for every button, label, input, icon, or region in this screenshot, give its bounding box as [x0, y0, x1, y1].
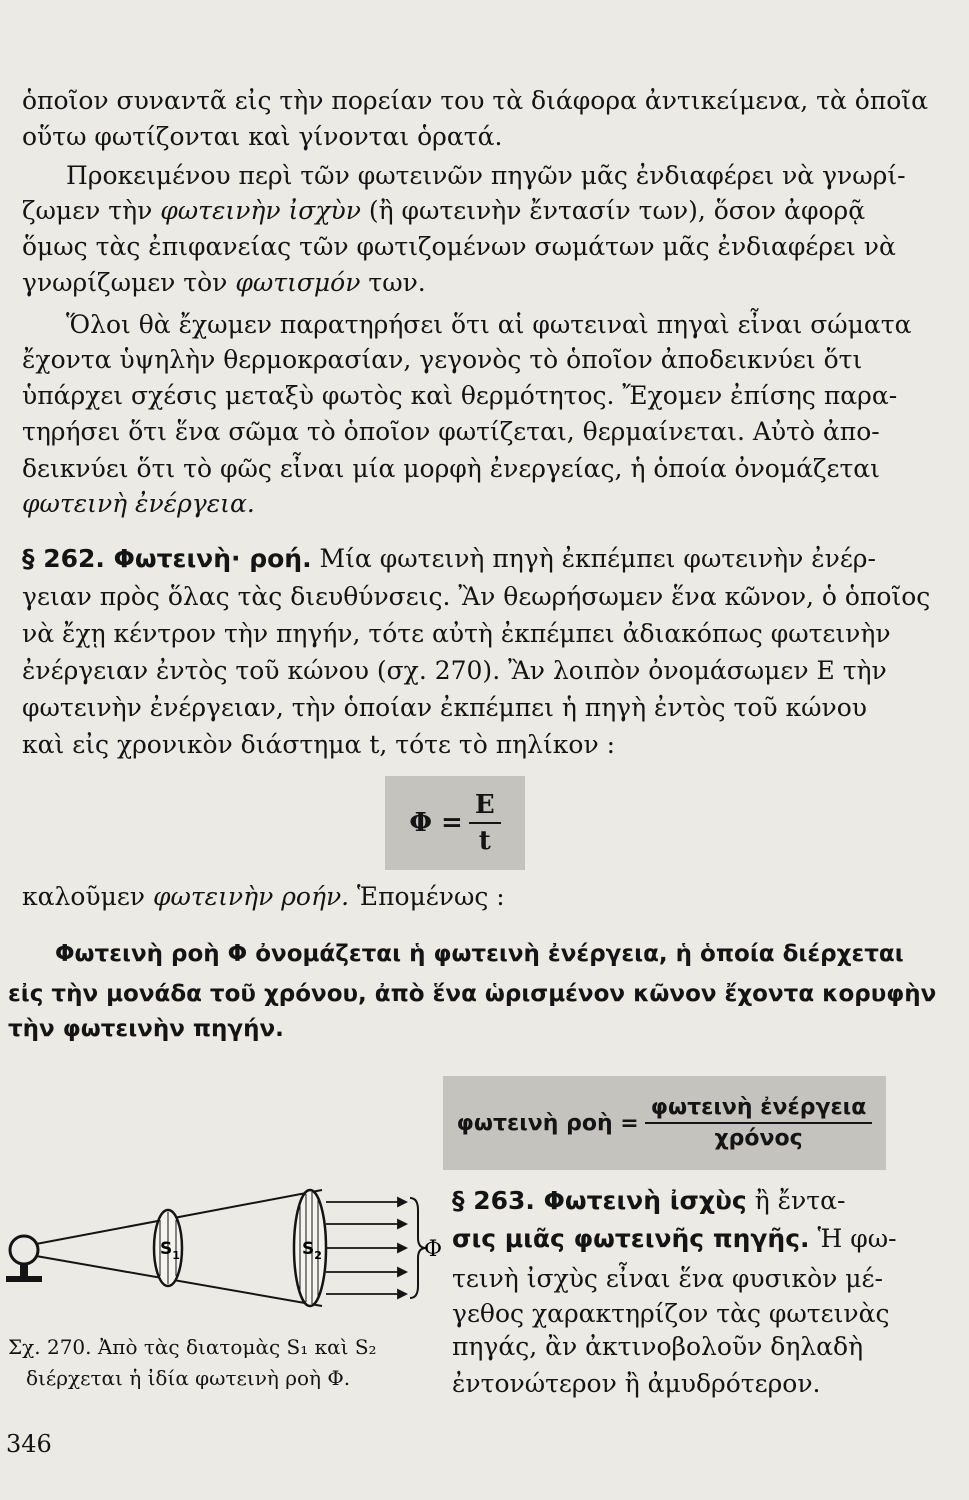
- figure-caption: Σχ. 270. Ἀπὸ τὰς διατομὰς S₁ καὶ S₂: [8, 1335, 377, 1359]
- figure-270: [0, 1180, 445, 1320]
- text-line: πηγάς, ἂν ἀκτινοβολοῦν δηλαδὴ: [452, 1332, 864, 1361]
- formula-denominator: t: [478, 826, 491, 856]
- page-number: 346: [6, 1430, 52, 1458]
- section-heading: § 263. Φωτεινὴ ἰσχὺς: [452, 1186, 747, 1215]
- text-span: Ἑπομένως :: [357, 882, 505, 911]
- text-span: των.: [368, 268, 426, 297]
- text-line: Ὅλοι θὰ ἔχωμεν παρατηρήσει ὅτι αἱ φωτειναὶ πηγαὶ εἶναι σώματα: [66, 310, 912, 339]
- definition-line: εἰς τὴν μονάδα τοῦ χρόνου, ἀπὸ ἕνα ὡρισμένον κῶνον ἔχοντα κορυφὴν: [8, 981, 937, 1007]
- text-line: φωτεινὴν ἐνέργειαν, τὴν ὁποίαν ἐκπέμπει ἡ πηγὴ ἐντὸς τοῦ κώνου: [22, 693, 867, 722]
- text-line: φωτεινὴ ἐνέργεια.: [22, 489, 255, 518]
- formula-numerator: E: [469, 790, 501, 824]
- formula-numerator: φωτεινὴ ἐνέργεια: [645, 1095, 873, 1124]
- term-italic: φωτεινὴν ροήν.: [152, 882, 350, 911]
- formula-fraction: [469, 790, 501, 856]
- text-span: ζωμεν τὴν: [22, 196, 153, 225]
- section-heading: § 262. Φωτεινὴ· ροή.: [22, 544, 312, 573]
- text-line: τεινὴ ἰσχὺς εἶναι ἕνα φυσικὸν μέ-: [452, 1264, 883, 1293]
- text-line: [22, 884, 505, 909]
- text-span: Ἡ φω-: [817, 1224, 897, 1253]
- text-span: καλοῦμεν: [22, 882, 145, 911]
- formula-lhs: Φ =: [409, 808, 463, 838]
- text-line: δεικνύει ὅτι τὸ φῶς εἶναι μία μορφὴ ἐνεργείας, ἡ ὁποία ὀνομάζεται: [22, 454, 880, 483]
- text-span: γνωρίζωμεν τὸν: [22, 268, 228, 297]
- text-line: ὑπάρχει σχέσις μεταξὺ φωτὸς καὶ θερμότητος. Ἔχομεν ἐπίσης παρα-: [22, 381, 898, 410]
- text-line: καὶ εἰς χρονικὸν διάστημα t, τότε τὸ πηλίκον :: [22, 730, 616, 759]
- text-span: ἢ ἔντα-: [754, 1186, 846, 1215]
- formula-denominator: χρόνος: [714, 1126, 803, 1151]
- text-line: Προκειμένου περὶ τῶν φωτεινῶν πηγῶν μᾶς ἐνδιαφέρει νὰ γνωρί-: [66, 161, 906, 190]
- text-line: ὅμως τὰς ἐπιφανείας τῶν φωτιζομένων σωμάτων μᾶς ἐνδιαφέρει νὰ: [22, 232, 896, 261]
- text-line: ὁποῖον συναντᾶ εἰς τὴν πορείαν του τὰ διάφορα ἀντικείμενα, τὰ ὁποῖα: [22, 86, 928, 115]
- text-span: (ἢ φωτεινὴν ἔντασίν των), ὅσον ἀφορᾷ: [368, 196, 866, 225]
- text-line: [22, 546, 876, 571]
- text-line: γεθος χαρακτηρίζον τὰς φωτεινὰς: [452, 1299, 890, 1328]
- text-line: ἐνέργειαν ἐντὸς τοῦ κώνου (σχ. 270). Ἂν λοιπὸν ὀνομάσωμεν Ε τὴν: [22, 656, 887, 685]
- definition-line: Φωτεινὴ ροὴ Φ ὀνομάζεται ἡ φωτεινὴ ἐνέργεια, ἡ ὁποία διέρχεται: [55, 941, 904, 967]
- label-s2: $S_2$: [302, 1239, 322, 1262]
- flux-arrows: [326, 1198, 406, 1298]
- label-s1: $S_1$: [160, 1239, 180, 1262]
- text-line: ἐντονώτερον ἢ ἀμυδρότερον.: [452, 1369, 821, 1398]
- text-line: οὕτω φωτίζονται καὶ γίνονται ὁρατά.: [22, 122, 503, 151]
- term-italic: φωτεινὴν ἰσχὺν: [160, 196, 361, 225]
- definition-line: τὴν φωτεινὴν πηγήν.: [8, 1016, 284, 1042]
- text-line: [22, 198, 865, 223]
- text-line: τηρήσει ὅτι ἕνα σῶμα τὸ ὁποῖον φωτίζεται, θερμαίνεται. Αὐτὸ ἀπο-: [22, 417, 880, 446]
- formula-flux: [385, 776, 525, 870]
- text-line: ἔχοντα ὑψηλὴν θερμοκρασίαν, γεγονὸς τὸ ὁποῖον ἀποδεικνύει ὅτι: [22, 345, 863, 374]
- section-heading: σις μιᾶς φωτεινῆς πηγῆς.: [452, 1224, 810, 1253]
- term-italic: φωτισμόν: [235, 268, 361, 297]
- formula-flux-words: [443, 1076, 886, 1170]
- figure-caption: διέρχεται ἡ ἰδία φωτεινὴ ροὴ Φ.: [26, 1366, 351, 1390]
- text-line: [452, 1226, 897, 1251]
- text-line: [22, 270, 426, 295]
- formula-lhs: φωτεινὴ ροὴ =: [456, 1110, 639, 1136]
- text-line: [452, 1188, 845, 1213]
- label-phi: Φ: [424, 1237, 443, 1262]
- text-line: γειαν πρὸς ὅλας τὰς διευθύνσεις. Ἂν θεωρήσωμεν ἕνα κῶνον, ὁ ὁποῖος: [22, 582, 931, 611]
- text-span: Μία φωτεινὴ πηγὴ ἐκπέμπει φωτεινὴν ἐνέρ-: [319, 544, 876, 573]
- text-line: νὰ ἔχῃ κέντρον τὴν πηγήν, τότε αὐτὴ ἐκπέμπει ἀδιακόπως φωτεινὴν: [22, 619, 891, 648]
- formula-fraction: [645, 1095, 873, 1151]
